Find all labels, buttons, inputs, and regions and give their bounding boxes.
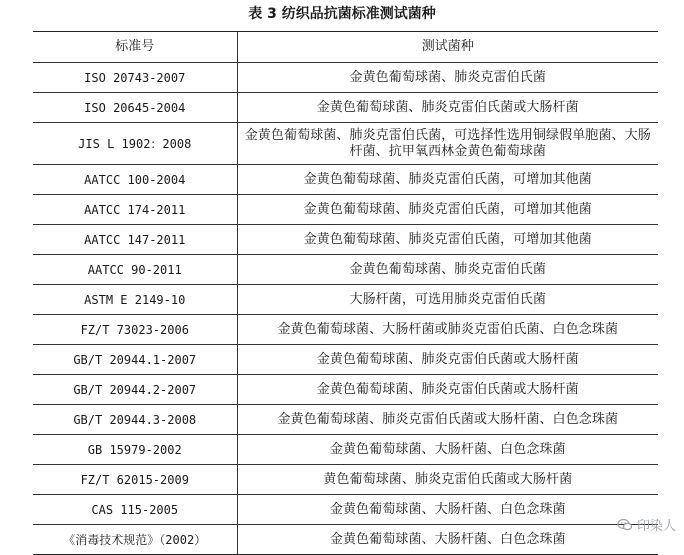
standard-code: AATCC 90-2011 (33, 255, 237, 285)
standard-code: GB/T 20944.1-2007 (33, 345, 237, 375)
header-test-species: 测试菌种 (237, 32, 658, 63)
standard-code: ASTM E 2149-10 (33, 285, 237, 315)
standard-code: GB/T 20944.2-2007 (33, 375, 237, 405)
test-species: 大肠杆菌，可选用肺炎克雷伯氏菌 (237, 285, 658, 315)
table-caption: 表 3 纺织品抗菌标准测试菌种 (248, 6, 436, 22)
test-species: 金黄色葡萄球菌、肺炎克雷伯氏菌 (237, 255, 658, 285)
standard-code: CAS 115-2005 (33, 495, 237, 525)
standard-code: AATCC 100-2004 (33, 165, 237, 195)
standard-code: 《消毒技术规范》（2002） (33, 525, 237, 555)
table-row (33, 345, 658, 375)
table-row (33, 525, 658, 555)
test-species: 金黄色葡萄球菌、肺炎克雷伯氏菌 (237, 63, 658, 93)
standard-code: AATCC 174-2011 (33, 195, 237, 225)
test-species: 金黄色葡萄球菌、大肠杆菌、白色念珠菌 (237, 495, 658, 525)
table-header-row (33, 32, 658, 63)
test-species: 金黄色葡萄球菌、肺炎克雷伯氏菌或大肠杆菌 (237, 345, 658, 375)
test-species: 金黄色葡萄球菌、肺炎克雷伯氏菌，可选择性选用铜绿假单胞菌、大肠杆菌、抗甲氧西林金黄色葡萄球菌 (237, 123, 658, 165)
standard-code: GB 15979-2002 (33, 435, 237, 465)
table-row (33, 375, 658, 405)
table-row (33, 285, 658, 315)
standard-code: ISO 20743-2007 (33, 63, 237, 93)
standard-code: JIS L 1902：2008 (33, 123, 237, 165)
standard-code: ISO 20645-2004 (33, 93, 237, 123)
test-species: 金黄色葡萄球菌、大肠杆菌或肺炎克雷伯氏菌、白色念珠菌 (237, 315, 658, 345)
header-standard-number: 标准号 (33, 32, 237, 63)
watermark-text: 印染人 (636, 519, 676, 534)
test-species: 金黄色葡萄球菌、肺炎克雷伯氏菌或大肠杆菌、白色念珠菌 (237, 405, 658, 435)
table-row (33, 225, 658, 255)
wechat-icon (617, 517, 633, 533)
standard-code: FZ/T 73023-2006 (33, 315, 237, 345)
table-row (33, 435, 658, 465)
test-species: 金黄色葡萄球菌、肺炎克雷伯氏菌，可增加其他菌 (237, 165, 658, 195)
table-row (33, 123, 658, 165)
table-row (33, 165, 658, 195)
test-species: 金黄色葡萄球菌、肺炎克雷伯氏菌或大肠杆菌 (237, 93, 658, 123)
test-species: 黄色葡萄球菌、肺炎克雷伯氏菌或大肠杆菌 (237, 465, 658, 495)
test-species: 金黄色葡萄球菌、肺炎克雷伯氏菌，可增加其他菌 (237, 195, 658, 225)
table-row (33, 405, 658, 435)
test-species: 金黄色葡萄球菌、大肠杆菌、白色念珠菌 (237, 435, 658, 465)
table-row (33, 465, 658, 495)
table-row (33, 195, 658, 225)
watermark (617, 515, 676, 534)
test-species: 金黄色葡萄球菌、肺炎克雷伯氏菌，可增加其他菌 (237, 225, 658, 255)
table-row (33, 315, 658, 345)
table-row (33, 63, 658, 93)
standard-code: GB/T 20944.3-2008 (33, 405, 237, 435)
standards-table (33, 31, 658, 555)
standard-code: FZ/T 62015-2009 (33, 465, 237, 495)
table-row (33, 255, 658, 285)
table-row (33, 495, 658, 525)
test-species: 金黄色葡萄球菌、肺炎克雷伯氏菌或大肠杆菌 (237, 375, 658, 405)
test-species: 金黄色葡萄球菌、大肠杆菌、白色念珠菌 (237, 525, 658, 555)
standard-code: AATCC 147-2011 (33, 225, 237, 255)
table-row (33, 93, 658, 123)
